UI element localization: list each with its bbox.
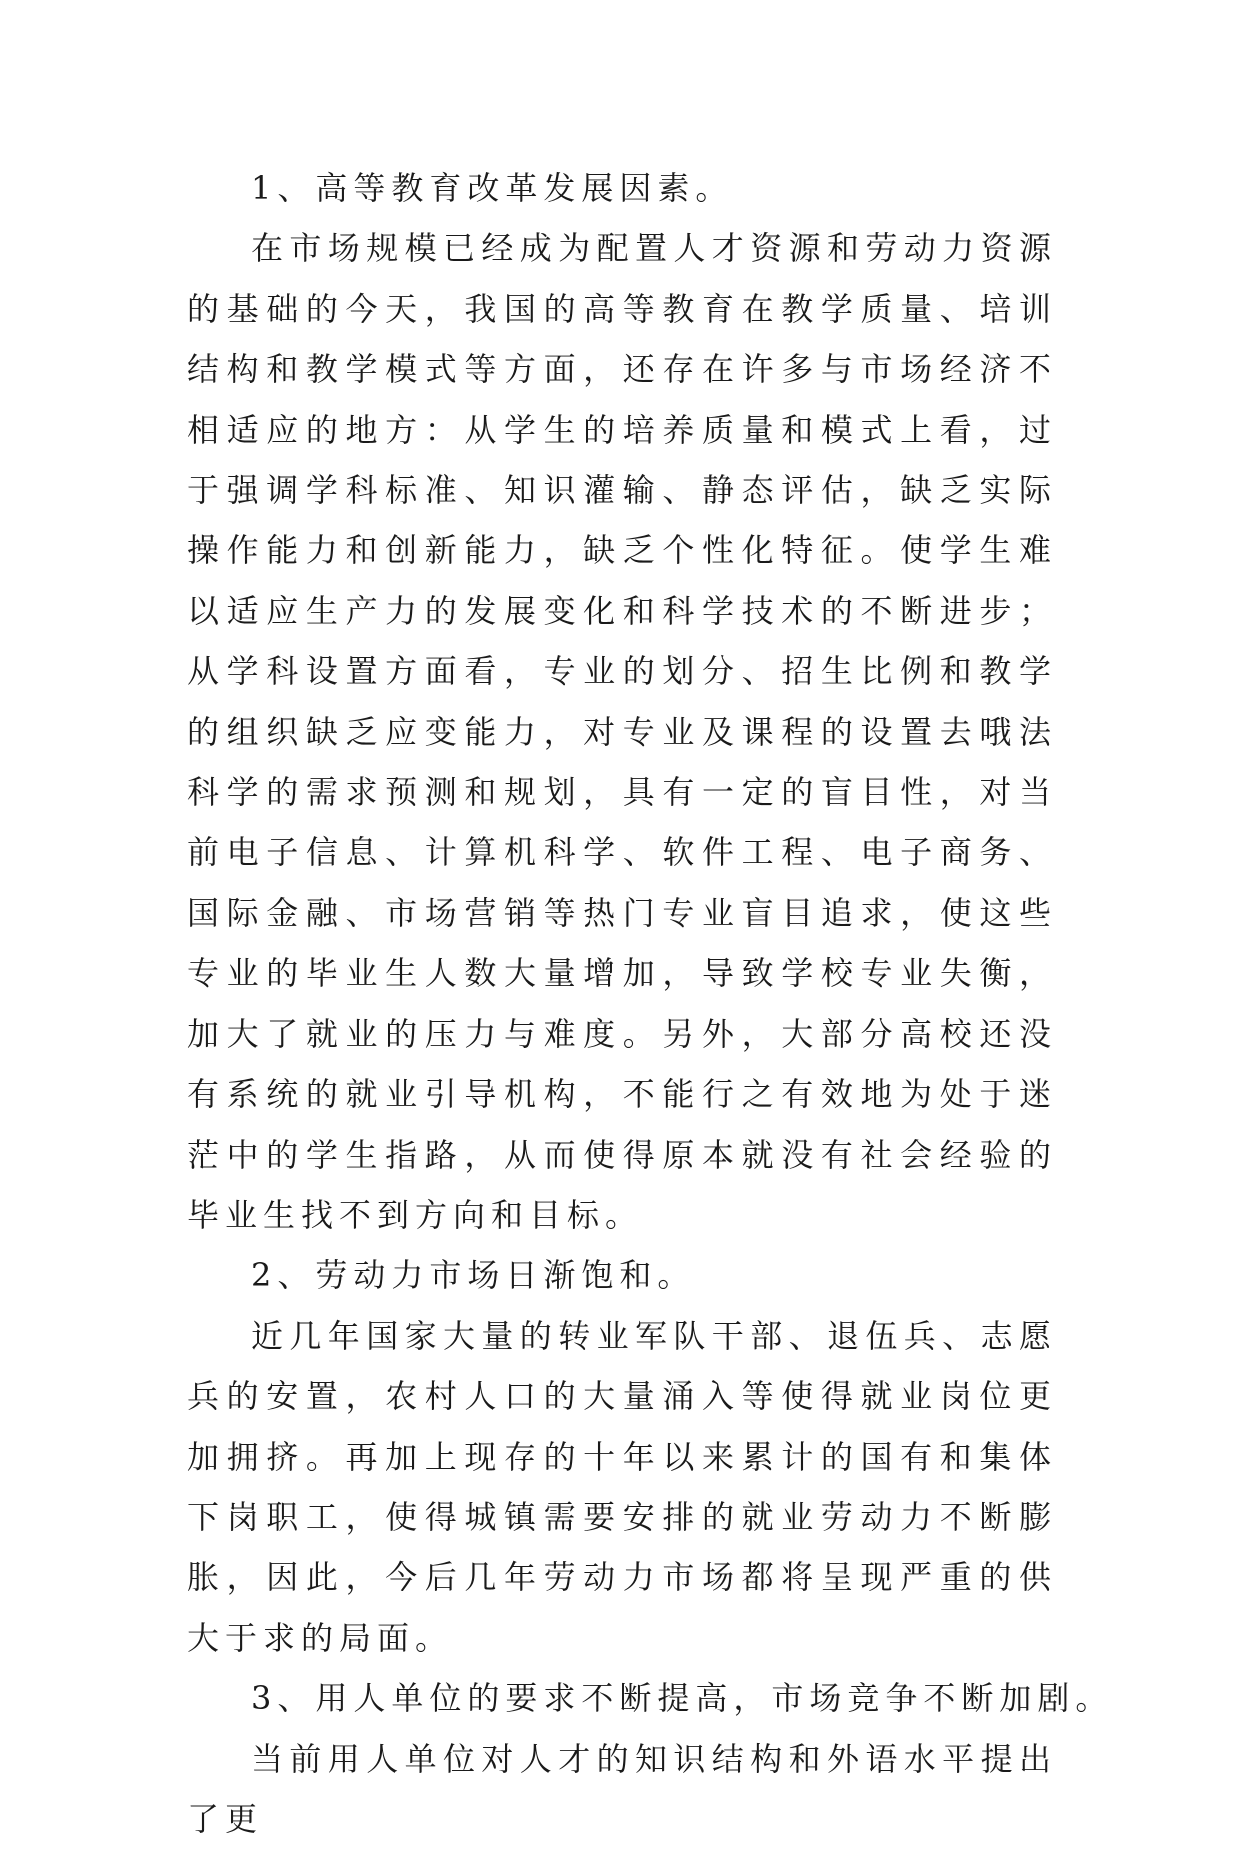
paragraph-3: 当前用人单位对人才的知识结构和外语水平提出了更: [187, 1739, 1057, 1838]
section-heading-3: 3、用人单位的要求不断提高，市场竞争不断加剧。: [251, 1679, 1114, 1718]
paragraph-2: 近几年国家大量的转业军队干部、退伍兵、志愿兵的安置，农村人口的大量涌入等使得就业岗位更加拥挤。再加上现存的十年以来累计的国有和集体下岗职工，使得城镇需要安排的就业劳动力不断膨胀，因此，今后几年劳动力市场都将呈现严重的供大于求的局面。: [187, 1316, 1057, 1657]
section-heading-1: 1、高等教育改革发展因素。: [251, 169, 734, 207]
document-body: [187, 158, 1114, 1849]
paragraph-1: 在市场规模已经成为配置人才资源和劳动力资源的基础的今天，我国的高等教育在教学质量、培训结构和教学模式等方面，还存在许多与市场经济不相适应的地方：从学生的培养质量和模式上看，过于强调学科标准、知识灌输、静态评估，缺乏实际操作能力和创新能力，缺乏个性化特征。使学生难以适应生产力的发展变化和科学技术的不断进步；从学科设置方面看，专业的划分、招生比例和教学的组织缺乏应变能力，对专业及课程的设置去哦法科学的需求预测和规划，具有一定的盲目性，对当前电子信息、计算机科学、软件工程、电子商务、国际金融、市场营销等热门专业盲目追求，使这些专业的毕业生人数大量增加，导致学校专业失衡，加大了就业的压力与难度。另外，大部分高校还没有系统的就业引导机构，不能行之有效地为处于迷茫中的学生指路，从而使得原本就没有社会经验的毕业生找不到方向和目标。: [187, 229, 1057, 1234]
section-heading-2: 2、劳动力市场日渐饱和。: [251, 1256, 696, 1295]
